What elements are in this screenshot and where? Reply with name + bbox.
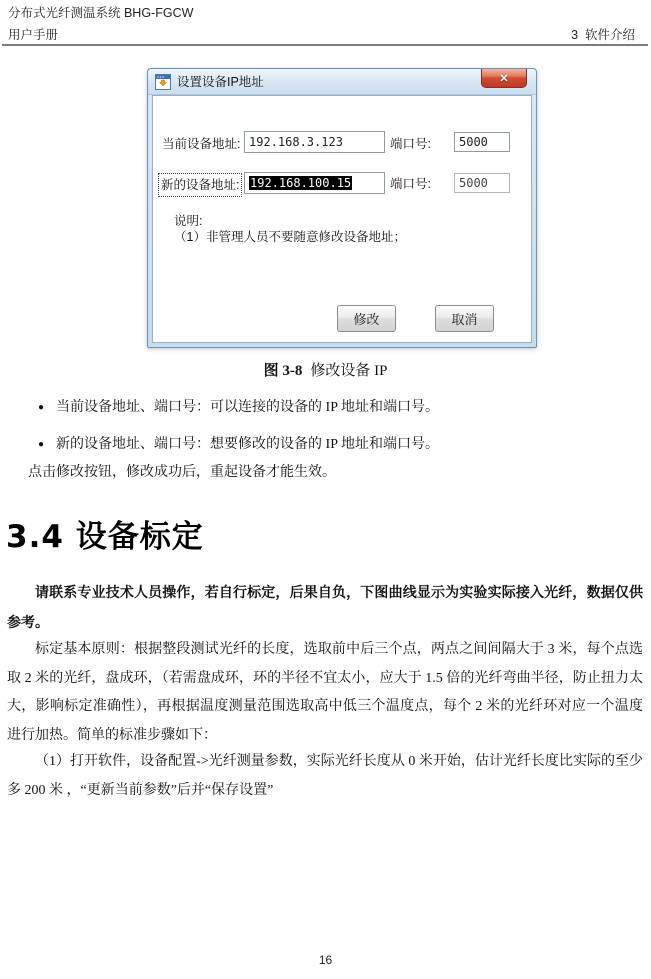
paragraph-after-bullets: 点击修改按钮，修改成功后，重起设备才能生效。 bbox=[28, 465, 336, 480]
bullet-text: 新的设备地址、端口号：想要修改的设备的 IP 地址和端口号。 bbox=[56, 437, 439, 452]
bullet-icon: ● bbox=[38, 439, 45, 450]
document-subtitle: 用户手册 bbox=[8, 28, 59, 42]
paragraph-principle: 标定基本原则：根据整段测试光纤的长度，选取前中后三个点，两点之间间隔大于 3 米，每个点选取 2 米的光纤，盘成环，（若需盘成环，环的半径不宜太小，应大于 1.5 倍的光纤弯曲半径，防止扭力太大，影响标定准确性），再根据温度测量范围选取高中低三个温度点，每个 2 米的光纤环对应一个温度进行加热。简单的标准步骤如下： bbox=[7, 642, 643, 743]
current-port-value: 5000 bbox=[459, 135, 488, 149]
new-ip-input[interactable] bbox=[244, 172, 385, 194]
header-row bbox=[8, 25, 635, 43]
port-label-2: 端口号: bbox=[390, 177, 431, 191]
current-ip-value: 192.168.3.123 bbox=[249, 135, 343, 149]
window-form-icon bbox=[155, 74, 171, 90]
cancel-button[interactable]: 取消 bbox=[435, 305, 494, 332]
figure-number: 图 3-8 bbox=[263, 363, 303, 379]
figure-caption bbox=[0, 359, 651, 380]
port-label-1: 端口号: bbox=[390, 137, 431, 151]
paragraph-step1: （1）打开软件，设备配置->光纤测量参数，实际光纤长度从 0 米开始，估计光纤长度比实际的至少多 200 米 ，“更新当前参数”后并“保存设置” bbox=[7, 754, 643, 798]
new-ip-value-selected: 192.168.100.15 bbox=[250, 176, 352, 190]
paragraph-warning: 请联系专业技术人员操作，若自行标定，后果自负，下图曲线显示为实验实际接入光纤，数据仅供参考。 bbox=[7, 586, 643, 631]
new-port-value: 5000 bbox=[459, 176, 488, 190]
list-item bbox=[38, 433, 439, 453]
list-item bbox=[38, 396, 439, 416]
header-rule bbox=[2, 44, 648, 46]
figure-title: 修改设备 IP bbox=[310, 363, 388, 379]
current-port-input[interactable] bbox=[454, 132, 510, 152]
note-title: 说明: bbox=[174, 214, 203, 228]
modify-button[interactable]: 修改 bbox=[337, 305, 396, 332]
set-device-ip-dialog bbox=[147, 68, 537, 348]
section-heading: 3.4 设备标定 bbox=[6, 519, 204, 555]
dialog-client-area bbox=[152, 95, 532, 343]
page-number: 16 bbox=[318, 953, 333, 967]
dialog-note bbox=[174, 213, 406, 245]
new-port-input[interactable] bbox=[454, 173, 510, 193]
bullet-icon: ● bbox=[38, 402, 45, 413]
note-text: （1）非管理人员不要随意修改设备地址； bbox=[174, 230, 406, 244]
close-icon[interactable]: ✕ bbox=[481, 69, 527, 88]
current-ip-input[interactable] bbox=[244, 131, 385, 153]
current-address-label: 当前设备地址: bbox=[162, 137, 241, 151]
bullet-text: 当前设备地址、端口号：可以连接的设备的 IP 地址和端口号。 bbox=[56, 400, 439, 415]
dialog-title: 设置设备IP地址 bbox=[177, 75, 264, 89]
dialog-titlebar[interactable] bbox=[148, 69, 536, 95]
document-title: 分布式光纤测温系统 BHG-FGCW bbox=[8, 6, 194, 20]
new-address-label: 新的设备地址: bbox=[158, 173, 242, 197]
chapter-label: 3 软件介绍 bbox=[571, 28, 635, 42]
